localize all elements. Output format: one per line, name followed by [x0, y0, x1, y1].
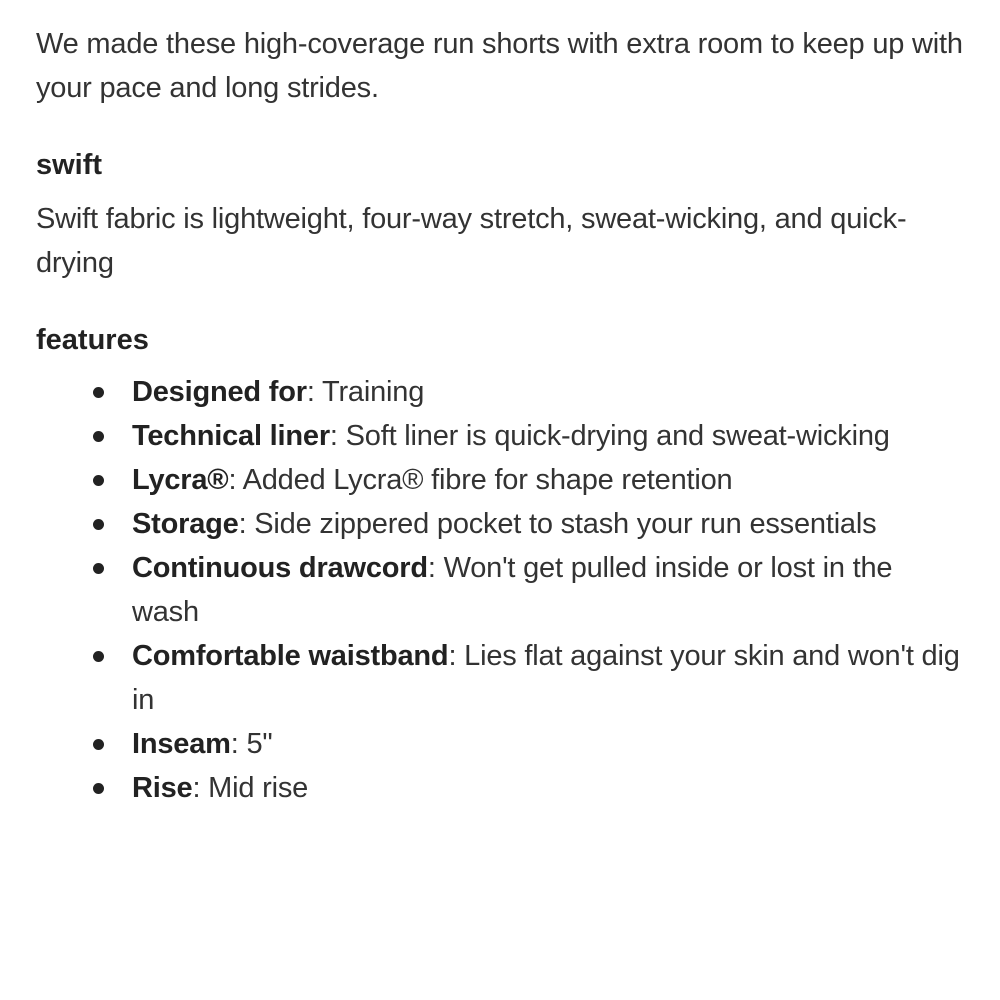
feature-text: : Added Lycra® fibre for shape retention: [228, 464, 733, 496]
bullet-icon: [93, 387, 104, 398]
feature-item-rise: [132, 766, 966, 810]
feature-text: : Soft liner is quick-drying and sweat-wicking: [329, 420, 890, 452]
fabric-description: Swift fabric is lightweight, four-way stretch, sweat-wicking, and quick-drying: [36, 203, 907, 279]
feature-label: Lycra®: [132, 464, 229, 496]
bullet-icon: [93, 431, 104, 442]
feature-label: Storage: [132, 508, 239, 540]
feature-item-technical-liner: [132, 414, 966, 458]
bullet-icon: [93, 739, 104, 750]
feature-label: Technical liner: [132, 420, 330, 452]
feature-text: : Lies flat against your skin and won't dig in: [132, 640, 960, 716]
bullet-icon: [93, 475, 104, 486]
feature-label: Continuous drawcord: [132, 552, 428, 584]
features-list: [36, 370, 966, 810]
bullet-icon: [93, 651, 104, 662]
feature-item-continuous-drawcord: [132, 546, 966, 634]
bullet-icon: [93, 519, 104, 530]
feature-item-designed-for: [132, 370, 966, 414]
feature-item-inseam: [132, 722, 966, 766]
feature-label: Inseam: [132, 728, 231, 760]
feature-label: Comfortable waistband: [132, 640, 449, 672]
feature-text: : Mid rise: [192, 772, 309, 804]
fabric-heading: swift: [36, 149, 103, 181]
feature-item-lycra: [132, 458, 966, 502]
feature-text: : Won't get pulled inside or lost in the wash: [132, 552, 893, 628]
feature-label: Designed for: [132, 376, 307, 408]
feature-item-comfortable-waistband: [132, 634, 966, 722]
product-description: [36, 22, 966, 810]
feature-text: : Side zippered pocket to stash your run essentials: [238, 508, 877, 540]
intro-paragraph: We made these high-coverage run shorts with extra room to keep up with your pace and long strides.: [36, 28, 963, 104]
feature-label: Rise: [132, 772, 193, 804]
bullet-icon: [93, 783, 104, 794]
features-heading: features: [36, 324, 149, 356]
feature-item-storage: [132, 502, 966, 546]
feature-text: : Training: [306, 376, 425, 408]
bullet-icon: [93, 563, 104, 574]
feature-text: : 5": [230, 728, 273, 760]
